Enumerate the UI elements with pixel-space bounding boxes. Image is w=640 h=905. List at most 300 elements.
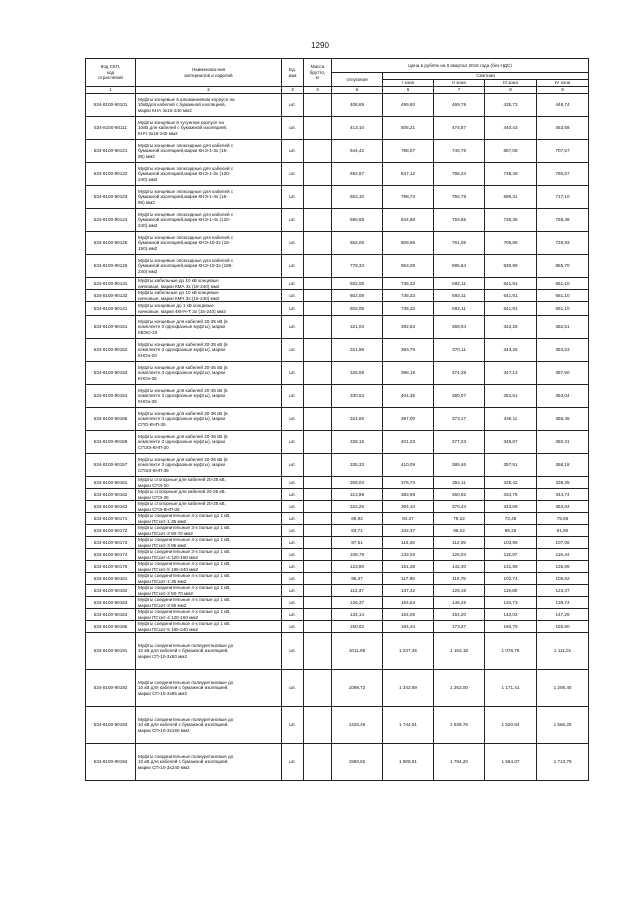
row-name: Муфты концевые эпоксидные для кабелей с бумажной изоляцией,марки КНЭ-1-3х (120- 240) мм2: [136, 163, 282, 186]
row-mass: [304, 290, 332, 302]
table-row: [86, 232, 589, 255]
row-release-price: 644,42: [332, 140, 383, 163]
row-zone3-price: 160,79: [485, 621, 537, 633]
row-zone4-price: 1 206,40: [537, 670, 589, 707]
row-mass: [304, 408, 332, 431]
row-unit: шт.: [282, 501, 304, 513]
row-code: 534-8100-90185: [86, 621, 136, 633]
row-unit: шт.: [282, 278, 304, 290]
row-zone3-price: 143,02: [485, 609, 537, 621]
table-row: [86, 609, 589, 621]
table-row: [86, 537, 589, 549]
row-unit: шт.: [282, 537, 304, 549]
row-name: Муфты концевые в чугунном корпусе на 10кВ для кабелей с бумажной изоляцией, КНЧ 3х16-240 мм2: [136, 117, 282, 140]
table-row: [86, 316, 589, 339]
row-zone3-price: 131,99: [485, 561, 537, 573]
row-name: Муфты кабельные до 10 кВ концевые начковые, марки КМЧ 3х (16-240) мм2: [136, 290, 282, 302]
column-numbers-row: [86, 87, 589, 94]
row-zone4-price: 726,93: [537, 232, 589, 255]
row-zone2-price: 761,05: [434, 232, 485, 255]
header-name: Наименова-ния материалов и изделий: [136, 59, 282, 87]
col-number: 9: [537, 87, 589, 94]
row-zone4-price: 360,31: [537, 431, 589, 454]
row-unit: шт.: [282, 302, 304, 316]
table-row: [86, 549, 589, 561]
row-zone4-price: 352,51: [537, 316, 589, 339]
row-zone1-price: 393,75: [383, 339, 434, 362]
row-mass: [304, 633, 332, 670]
row-name: Муфты соединительные 3-х палые до 1 кВ, марки ПСсит-2 50-70 мм2: [136, 525, 282, 537]
row-zone3-price: 343,26: [485, 339, 537, 362]
row-zone4-price: 758,38: [537, 209, 589, 232]
row-code: 534-8100-90132: [86, 290, 136, 302]
row-zone4-price: 1 713,79: [537, 744, 589, 781]
row-zone2-price: 1 163,18: [434, 633, 485, 670]
header-release: отпускная: [332, 73, 383, 87]
row-code: 534-8100-90192: [86, 670, 136, 707]
row-zone2-price: 692,11: [434, 290, 485, 302]
row-zone4-price: 107,06: [537, 537, 589, 549]
row-zone1-price: 505,21: [383, 117, 434, 140]
row-zone3-price: 696,31: [485, 186, 537, 209]
row-unit: шт.: [282, 385, 304, 408]
row-unit: шт.: [282, 489, 304, 501]
row-code: 534-8100-90161: [86, 477, 136, 489]
row-zone1-price: 164,05: [383, 609, 434, 621]
row-code: 534-8100-90182: [86, 585, 136, 597]
table-row: [86, 290, 589, 302]
row-zone4-price: 717,10: [537, 186, 589, 209]
row-zone4-price: 356,45: [537, 408, 589, 431]
row-code: 534-8100-90151: [86, 316, 136, 339]
row-name: Муфты стопорные для кабелей 20-35 кВ, марки СПЭ-35: [136, 489, 282, 501]
row-unit: шт.: [282, 609, 304, 621]
table-row: [86, 255, 589, 278]
col-number: 2: [136, 87, 282, 94]
table-row: [86, 454, 589, 477]
row-zone1-price: 953,08: [383, 255, 434, 278]
col-number: 4: [304, 87, 332, 94]
row-zone3-price: 102,74: [485, 573, 537, 585]
row-release-price: 97,51: [332, 537, 383, 549]
row-zone1-price: 151,38: [383, 561, 434, 573]
row-unit: шт.: [282, 408, 304, 431]
row-release-price: 123,80: [332, 561, 383, 573]
row-mass: [304, 385, 332, 408]
row-zone2-price: 374,28: [434, 362, 485, 385]
row-code: 534-8100-90123: [86, 186, 136, 209]
row-name: Муфты соединительные полиуретановые до 10 кВ для кабелей с бумажной изоляцией, марки СП-10-3х50 мм2: [136, 633, 282, 670]
row-zone4-price: 147,29: [537, 609, 589, 621]
row-unit: шт.: [282, 513, 304, 525]
row-code: 534-8100-90163: [86, 501, 136, 513]
row-zone2-price: 469,79: [434, 94, 485, 117]
row-unit: шт.: [282, 744, 304, 781]
row-release-price: 126,37: [332, 597, 383, 609]
header-estimate: Сметная: [383, 73, 589, 80]
header-zone4: IV зона: [537, 80, 589, 87]
row-zone2-price: 1 263,00: [434, 670, 485, 707]
table-row: [86, 163, 589, 186]
row-mass: [304, 489, 332, 501]
row-zone1-price: 394,10: [383, 501, 434, 513]
row-release-price: 413,10: [332, 117, 383, 140]
row-mass: [304, 477, 332, 489]
row-code: 534-8100-90154: [86, 385, 136, 408]
col-number: 6: [383, 87, 434, 94]
row-name: Муфты соединительные 3-х палые до 1 кВ, марки ПСсит-5 185-240 мм2: [136, 561, 282, 573]
row-code: 534-8100-90174: [86, 549, 136, 561]
row-zone4-price: 123,37: [537, 585, 589, 597]
row-mass: [304, 117, 332, 140]
col-number: 3: [282, 87, 304, 94]
row-unit: шт.: [282, 585, 304, 597]
row-zone1-price: 401,33: [383, 431, 434, 454]
row-zone1-price: 788,07: [383, 140, 434, 163]
row-name: Муфты концевые для кабелей 20-35 кВ (в комплекте 3 однофазные муфты), марки КНОн-20: [136, 339, 282, 362]
row-release-price: 602,08: [332, 290, 383, 302]
row-zone1-price: 1 908,81: [383, 744, 434, 781]
page-number: 1290: [311, 41, 329, 50]
row-release-price: 602,08: [332, 278, 383, 290]
row-zone4-price: 75,66: [537, 513, 589, 525]
row-zone3-price: 705,85: [485, 232, 537, 255]
row-mass: [304, 573, 332, 585]
price-table: [85, 58, 589, 781]
row-zone4-price: 357,50: [537, 362, 589, 385]
row-zone4-price: 344,74: [537, 489, 589, 501]
row-zone3-price: 357,51: [485, 454, 537, 477]
row-unit: шт.: [282, 597, 304, 609]
row-zone2-price: 369,04: [434, 316, 485, 339]
row-zone2-price: 354,11: [434, 477, 485, 489]
row-code: 534-8100-90122: [86, 163, 136, 186]
row-release-price: 779,33: [332, 255, 383, 278]
row-zone1-price: 1 237,45: [383, 633, 434, 670]
header-price-group: Цена в рублях на II квартал 2016 года (без НДС): [332, 59, 589, 73]
row-release-price: 308,04: [332, 477, 383, 489]
row-name: Муфты соединительные 3-х палые до 1 кВ, марки ПСсит-1 35 мм2: [136, 513, 282, 525]
row-unit: шт.: [282, 232, 304, 255]
table-row: [86, 385, 589, 408]
row-zone2-price: 373,17: [434, 408, 485, 431]
row-unit: шт.: [282, 525, 304, 537]
row-mass: [304, 255, 332, 278]
row-unit: шт.: [282, 621, 304, 633]
table-row: [86, 302, 589, 316]
table-row: [86, 670, 589, 707]
row-release-price: 150,62: [332, 621, 383, 633]
row-name: Муфты концевые до 1 кВ концевые начковые, марки 4КНЧ-Т 3х (16-240) мм2: [136, 302, 282, 316]
row-name: Муфты концевые для кабелей 20-35 кВ (в комплекте 3 однофазные муфты), марки СПО-КНП-35: [136, 408, 282, 431]
table-row: [86, 707, 589, 744]
row-zone2-price: 895,84: [434, 255, 485, 278]
row-zone2-price: 154,20: [434, 609, 485, 621]
row-zone2-price: 370,11: [434, 339, 485, 362]
row-code: 534-8100-90175: [86, 561, 136, 573]
header-zone2: II зона: [434, 80, 485, 87]
table-row: [86, 525, 589, 537]
row-zone3-price: 103,96: [485, 537, 537, 549]
row-zone1-price: 184,44: [383, 621, 434, 633]
row-zone2-price: 380,07: [434, 385, 485, 408]
table-row: [86, 597, 589, 609]
row-code: 534-8100-90191: [86, 633, 136, 670]
row-code: 534-8100-90131: [86, 278, 136, 290]
row-zone4-price: 707,57: [537, 140, 589, 163]
row-name: Муфты концевые для кабелей 20-35 кВ (в комплекте 3 однофазные муфты), марки СПЭЭ-КНП-35: [136, 454, 282, 477]
row-mass: [304, 362, 332, 385]
row-zone3-price: 346,11: [485, 408, 537, 431]
row-code: 534-8100-90121: [86, 140, 136, 163]
row-zone3-price: 641,91: [485, 302, 537, 316]
row-zone1-price: 119,26: [383, 537, 434, 549]
row-mass: [304, 597, 332, 609]
col-number: 5: [332, 87, 383, 94]
row-name: Муфты концевые для кабелей 20-35 кВ (в комплекте 3 однофазные муфты), марки КНОн-35: [136, 362, 282, 385]
col-number: 8: [485, 87, 537, 94]
row-zone2-price: 112,09: [434, 537, 485, 549]
row-zone3-price: 334,75: [485, 489, 537, 501]
row-release-price: 324,65: [332, 408, 383, 431]
row-zone3-price: 738,49: [485, 163, 537, 186]
row-zone4-price: 661,10: [537, 290, 589, 302]
row-zone4-price: 661,10: [537, 278, 589, 290]
row-zone1-price: 154,53: [383, 597, 434, 609]
row-zone2-price: 1 794,20: [434, 744, 485, 781]
row-mass: [304, 549, 332, 561]
row-name: Муфты концевые для кабелей 20-35 кВ (в комплекте 3 однофазные муфты), марки СПЭЭ-КНП-20: [136, 431, 282, 454]
row-name: Муфты стопорные для кабелей 20-35 кВ, марки СПЭ-20: [136, 477, 282, 489]
row-zone1-price: 84,27: [383, 513, 434, 525]
row-code: 534-8100-90125: [86, 232, 136, 255]
row-release-price: 408,69: [332, 94, 383, 117]
col-number: 1: [86, 87, 136, 94]
row-name: Муфты кабельные до 10 кВ концевые начковые, марки КМА 3х (16-240) мм2: [136, 278, 282, 290]
table-row: [86, 362, 589, 385]
row-zone1-price: 844,68: [383, 209, 434, 232]
row-code: 534-8100-90162: [86, 489, 136, 501]
row-unit: шт.: [282, 186, 304, 209]
table-row: [86, 408, 589, 431]
row-release-price: 112,37: [332, 585, 383, 597]
row-zone1-price: 383,98: [383, 489, 434, 501]
row-mass: [304, 537, 332, 549]
row-zone4-price: 165,60: [537, 621, 589, 633]
row-code: 534-8100-90155: [86, 408, 136, 431]
table-row: [86, 117, 589, 140]
row-name: Муфты соединительные 4-х палые до 1 кВ, марки ПСсит-3 95 мм2: [136, 597, 282, 609]
table-row: [86, 339, 589, 362]
row-zone4-price: 760,57: [537, 163, 589, 186]
row-zone2-price: 377,23: [434, 431, 485, 454]
row-release-price: 325,59: [332, 362, 383, 385]
header-zone1: I зона: [383, 80, 434, 87]
row-code: 534-8100-90152: [86, 339, 136, 362]
table-row: [86, 621, 589, 633]
row-mass: [304, 561, 332, 573]
row-zone1-price: 137,42: [383, 585, 434, 597]
row-mass: [304, 302, 332, 316]
row-zone4-price: 353,53: [537, 339, 589, 362]
row-release-price: 1560,82: [332, 744, 383, 781]
row-name: Муфты соединительные 3-х палые до 1 кВ, марки ПСсит-3 95 мм2: [136, 537, 282, 549]
row-zone1-price: 736,33: [383, 278, 434, 290]
row-mass: [304, 339, 332, 362]
row-zone3-price: 73,48: [485, 513, 537, 525]
row-code: 534-8100-90173: [86, 537, 136, 549]
row-code: 534-8100-90156: [86, 431, 136, 454]
row-release-price: 68,92: [332, 513, 383, 525]
row-code: 534-8100-90181: [86, 573, 136, 585]
table-row: [86, 633, 589, 670]
row-name: Муфты концевые для кабелей 20-35 кВ (в комплекте 3 однофазные муфты), марки КНОн-35: [136, 385, 282, 408]
row-zone3-price: 352,51: [485, 385, 537, 408]
row-mass: [304, 209, 332, 232]
row-zone3-price: 1 078,79: [485, 633, 537, 670]
row-zone1-price: 133,02: [383, 549, 434, 561]
row-zone4-price: 135,89: [537, 561, 589, 573]
row-unit: шт.: [282, 573, 304, 585]
row-zone2-price: 110,78: [434, 573, 485, 585]
row-name: Муфты соединительные 4-х палые до 1 кВ, марки ПСсит-1 35 мм2: [136, 573, 282, 585]
row-unit: шт.: [282, 431, 304, 454]
row-release-price: 328,15: [332, 431, 383, 454]
row-zone4-price: 119,44: [537, 549, 589, 561]
table-row: [86, 489, 589, 501]
row-zone3-price: 736,36: [485, 209, 537, 232]
row-name: Муфты концевые эпоксидные для кабелей с бумажной изоляцией,марки КНЭ-1-4х (16- 95) мм2: [136, 186, 282, 209]
row-name: Муфты соединительные 4-х палые до 1 кВ, марки ПСсит-5 185-240 мм2: [136, 621, 282, 633]
row-zone1-price: 117,85: [383, 573, 434, 585]
row-zone4-price: 353,84: [537, 501, 589, 513]
row-release-price: 322,25: [332, 501, 383, 513]
row-zone1-price: 736,33: [383, 290, 434, 302]
table-row: [86, 186, 589, 209]
table-row: [86, 561, 589, 573]
row-zone1-price: 392,63: [383, 316, 434, 339]
row-unit: шт.: [282, 209, 304, 232]
row-unit: шт.: [282, 549, 304, 561]
row-zone2-price: 173,37: [434, 621, 485, 633]
table-row: [86, 477, 589, 489]
row-release-price: 653,10: [332, 186, 383, 209]
row-mass: [304, 585, 332, 597]
row-zone2-price: 79,22: [434, 513, 485, 525]
row-mass: [304, 94, 332, 117]
row-zone3-price: 435,73: [485, 94, 537, 117]
row-zone3-price: 115,97: [485, 549, 537, 561]
row-mass: [304, 278, 332, 290]
row-release-price: 108,78: [332, 549, 383, 561]
row-release-price: 313,99: [332, 489, 383, 501]
row-mass: [304, 186, 332, 209]
row-release-price: 692,67: [332, 163, 383, 186]
row-mass: [304, 525, 332, 537]
table-row: [86, 140, 589, 163]
row-unit: шт.: [282, 633, 304, 670]
table-row: [86, 501, 589, 513]
table-row: [86, 431, 589, 454]
row-zone3-price: 347,13: [485, 362, 537, 385]
row-code: 534-8100-90157: [86, 454, 136, 477]
row-zone3-price: 342,28: [485, 316, 537, 339]
row-code: 534-8100-90194: [86, 744, 136, 781]
row-zone1-price: 397,00: [383, 408, 434, 431]
row-release-price: 690,68: [332, 209, 383, 232]
row-name: Муфты соединительные 3-х палые до 1 кВ, марки ПСсит-4 120-150 мм2: [136, 549, 282, 561]
row-unit: шт.: [282, 454, 304, 477]
row-name: Муфты соединительные полиуретановые до 10 кВ для кабелей с бумажной изоляцией, марки СП-10-3х95 мм2: [136, 670, 282, 707]
row-release-price: 321,04: [332, 316, 383, 339]
row-zone2-price: 474,87: [434, 117, 485, 140]
row-name: Муфты соединительные полиуретановые до 10 кВ для кабелей с бумажной изоляцией, марки СП-10-3х240 мм2: [136, 744, 282, 781]
row-zone4-price: 448,74: [537, 94, 589, 117]
row-release-price: 96,37: [332, 573, 383, 585]
row-zone2-price: 750,78: [434, 186, 485, 209]
row-release-price: 602,08: [332, 302, 383, 316]
row-zone2-price: 96,22: [434, 525, 485, 537]
row-zone3-price: 1 171,41: [485, 670, 537, 707]
row-name: Муфты стопорные для кабелей 20-35 кВ, марки СПЭ-КНП-35: [136, 501, 282, 513]
row-zone1-price: 499,60: [383, 94, 434, 117]
row-mass: [304, 609, 332, 621]
header-zone3: III зона: [485, 80, 537, 87]
row-zone1-price: 847,12: [383, 163, 434, 186]
row-zone2-price: 1 639,76: [434, 707, 485, 744]
row-zone3-price: 1 664,07: [485, 744, 537, 781]
row-zone2-price: 145,25: [434, 597, 485, 609]
row-zone4-price: 1 111,01: [537, 633, 589, 670]
row-release-price: 1011,98: [332, 633, 383, 670]
row-zone3-price: 328,42: [485, 477, 537, 489]
row-zone2-price: 692,11: [434, 302, 485, 316]
row-mass: [304, 670, 332, 707]
header-unit: Ед. изм: [282, 59, 304, 87]
table-row: [86, 744, 589, 781]
row-mass: [304, 621, 332, 633]
row-unit: шт.: [282, 94, 304, 117]
row-mass: [304, 454, 332, 477]
row-mass: [304, 707, 332, 744]
row-zone1-price: 102,37: [383, 525, 434, 537]
row-release-price: 662,06: [332, 232, 383, 255]
row-mass: [304, 431, 332, 454]
row-zone4-price: 363,04: [537, 385, 589, 408]
row-zone3-price: 343,58: [485, 501, 537, 513]
row-name: Муфты концевые эпоксидные для кабелей с бумажной изоляцией,марки КНЭ-1-3х (16- 95) мм2: [136, 140, 282, 163]
row-code: 534-8100-90153: [86, 362, 136, 385]
table-row: [86, 573, 589, 585]
row-zone3-price: 641,91: [485, 290, 537, 302]
row-zone2-price: 793,95: [434, 209, 485, 232]
row-zone1-price: 1 343,69: [383, 670, 434, 707]
row-code: 534-8100-90124: [86, 209, 136, 232]
row-code: 534-8100-90184: [86, 609, 136, 621]
row-code: 534-8100-90101: [86, 94, 136, 117]
row-unit: шт.: [282, 477, 304, 489]
row-mass: [304, 140, 332, 163]
row-name: Муфты соединительные полиуретановые до 10 кВ для кабелей с бумажной изоляцией, марки СП-10-3х150 мм2: [136, 707, 282, 744]
row-zone1-price: 1 744,51: [383, 707, 434, 744]
row-name: Муфты соединительные 4-х палые до 1 кВ, марки ПСсит-2 50-70 мм2: [136, 585, 282, 597]
row-zone3-price: 687,05: [485, 140, 537, 163]
row-zone1-price: 410,09: [383, 454, 434, 477]
row-zone3-price: 119,80: [485, 585, 537, 597]
row-zone2-price: 692,11: [434, 278, 485, 290]
row-zone3-price: 830,89: [485, 255, 537, 278]
row-name: Муфты соединительные 4-х палые до 1 кВ, марки ПСсит-4 120-150 мм2: [136, 609, 282, 621]
